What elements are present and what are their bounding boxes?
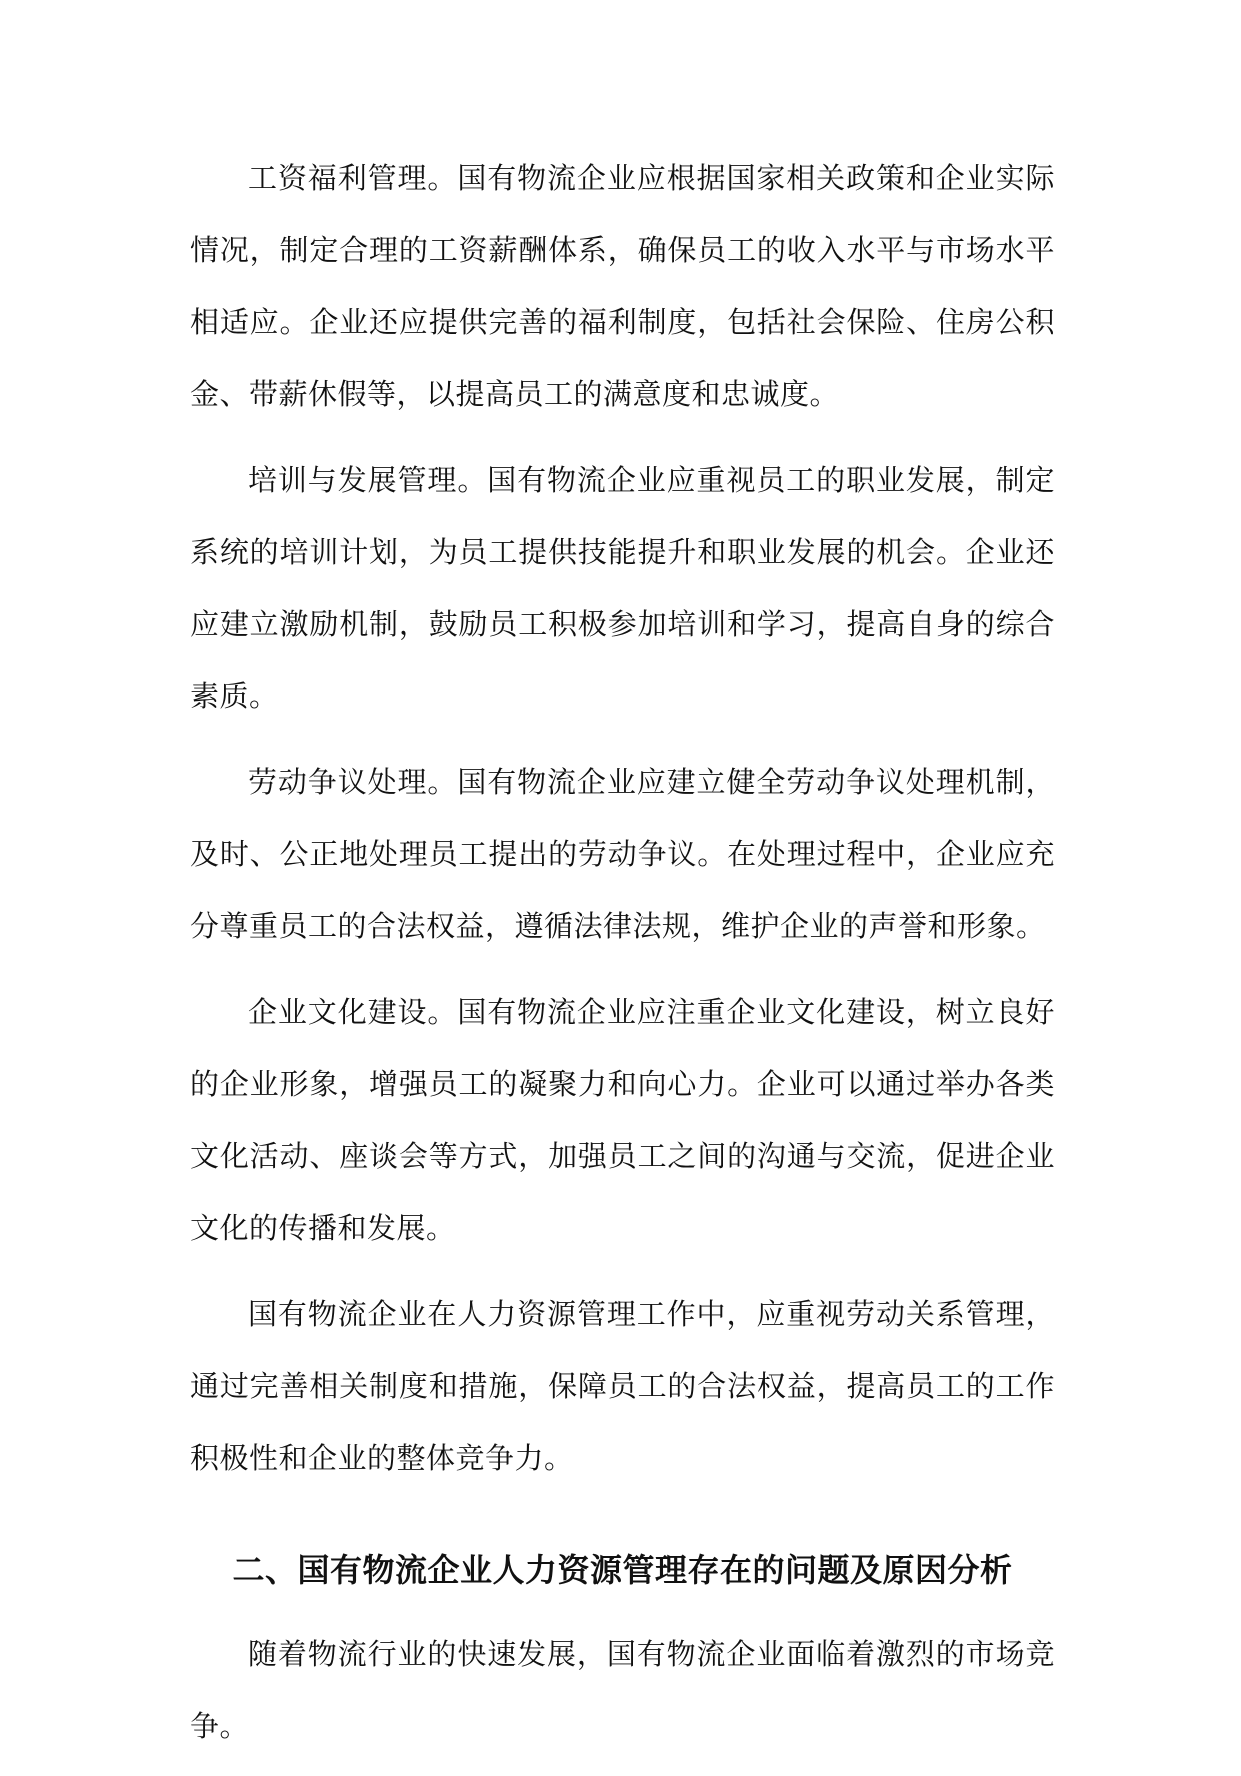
- paragraph-section-intro: 随着物流行业的快速发展，国有物流企业面临着激烈的市场竞争。: [190, 1637, 1055, 1743]
- section-heading: 二、国有物流企业人力资源管理存在的问题及原因分析: [232, 1551, 1013, 1589]
- paragraph-corporate-culture: 企业文化建设。国有物流企业应注重企业文化建设，树立良好的企业形象，增强员工的凝聚力和向心力。企业可以通过举办各类文化活动、座谈会等方式，加强员工之间的沟通与交流，促进企业文化的传播和发展。: [190, 995, 1055, 1245]
- paragraph-training-development: 培训与发展管理。国有物流企业应重视员工的职业发展，制定系统的培训计划，为员工提供技能提升和职业发展的机会。企业还应建立激励机制，鼓励员工积极参加培训和学习，提高自身的综合素质。: [190, 463, 1055, 713]
- paragraph-salary-welfare: 工资福利管理。国有物流企业应根据国家相关政策和企业实际情况，制定合理的工资薪酬体系，确保员工的收入水平与市场水平相适应。企业还应提供完善的福利制度，包括社会保险、住房公积金、带薪休假等，以提高员工的满意度和忠诚度。: [190, 161, 1055, 411]
- paragraph-labor-dispute: 劳动争议处理。国有物流企业应建立健全劳动争议处理机制，及时、公正地处理员工提出的劳动争议。在处理过程中，企业应充分尊重员工的合法权益，遵循法律法规，维护企业的声誉和形象。: [190, 765, 1055, 943]
- document-body: [190, 142, 1055, 1776]
- paragraph-summary: 国有物流企业在人力资源管理工作中，应重视劳动关系管理，通过完善相关制度和措施，保障员工的合法权益，提高员工的工作积极性和企业的整体竞争力。: [190, 1297, 1055, 1475]
